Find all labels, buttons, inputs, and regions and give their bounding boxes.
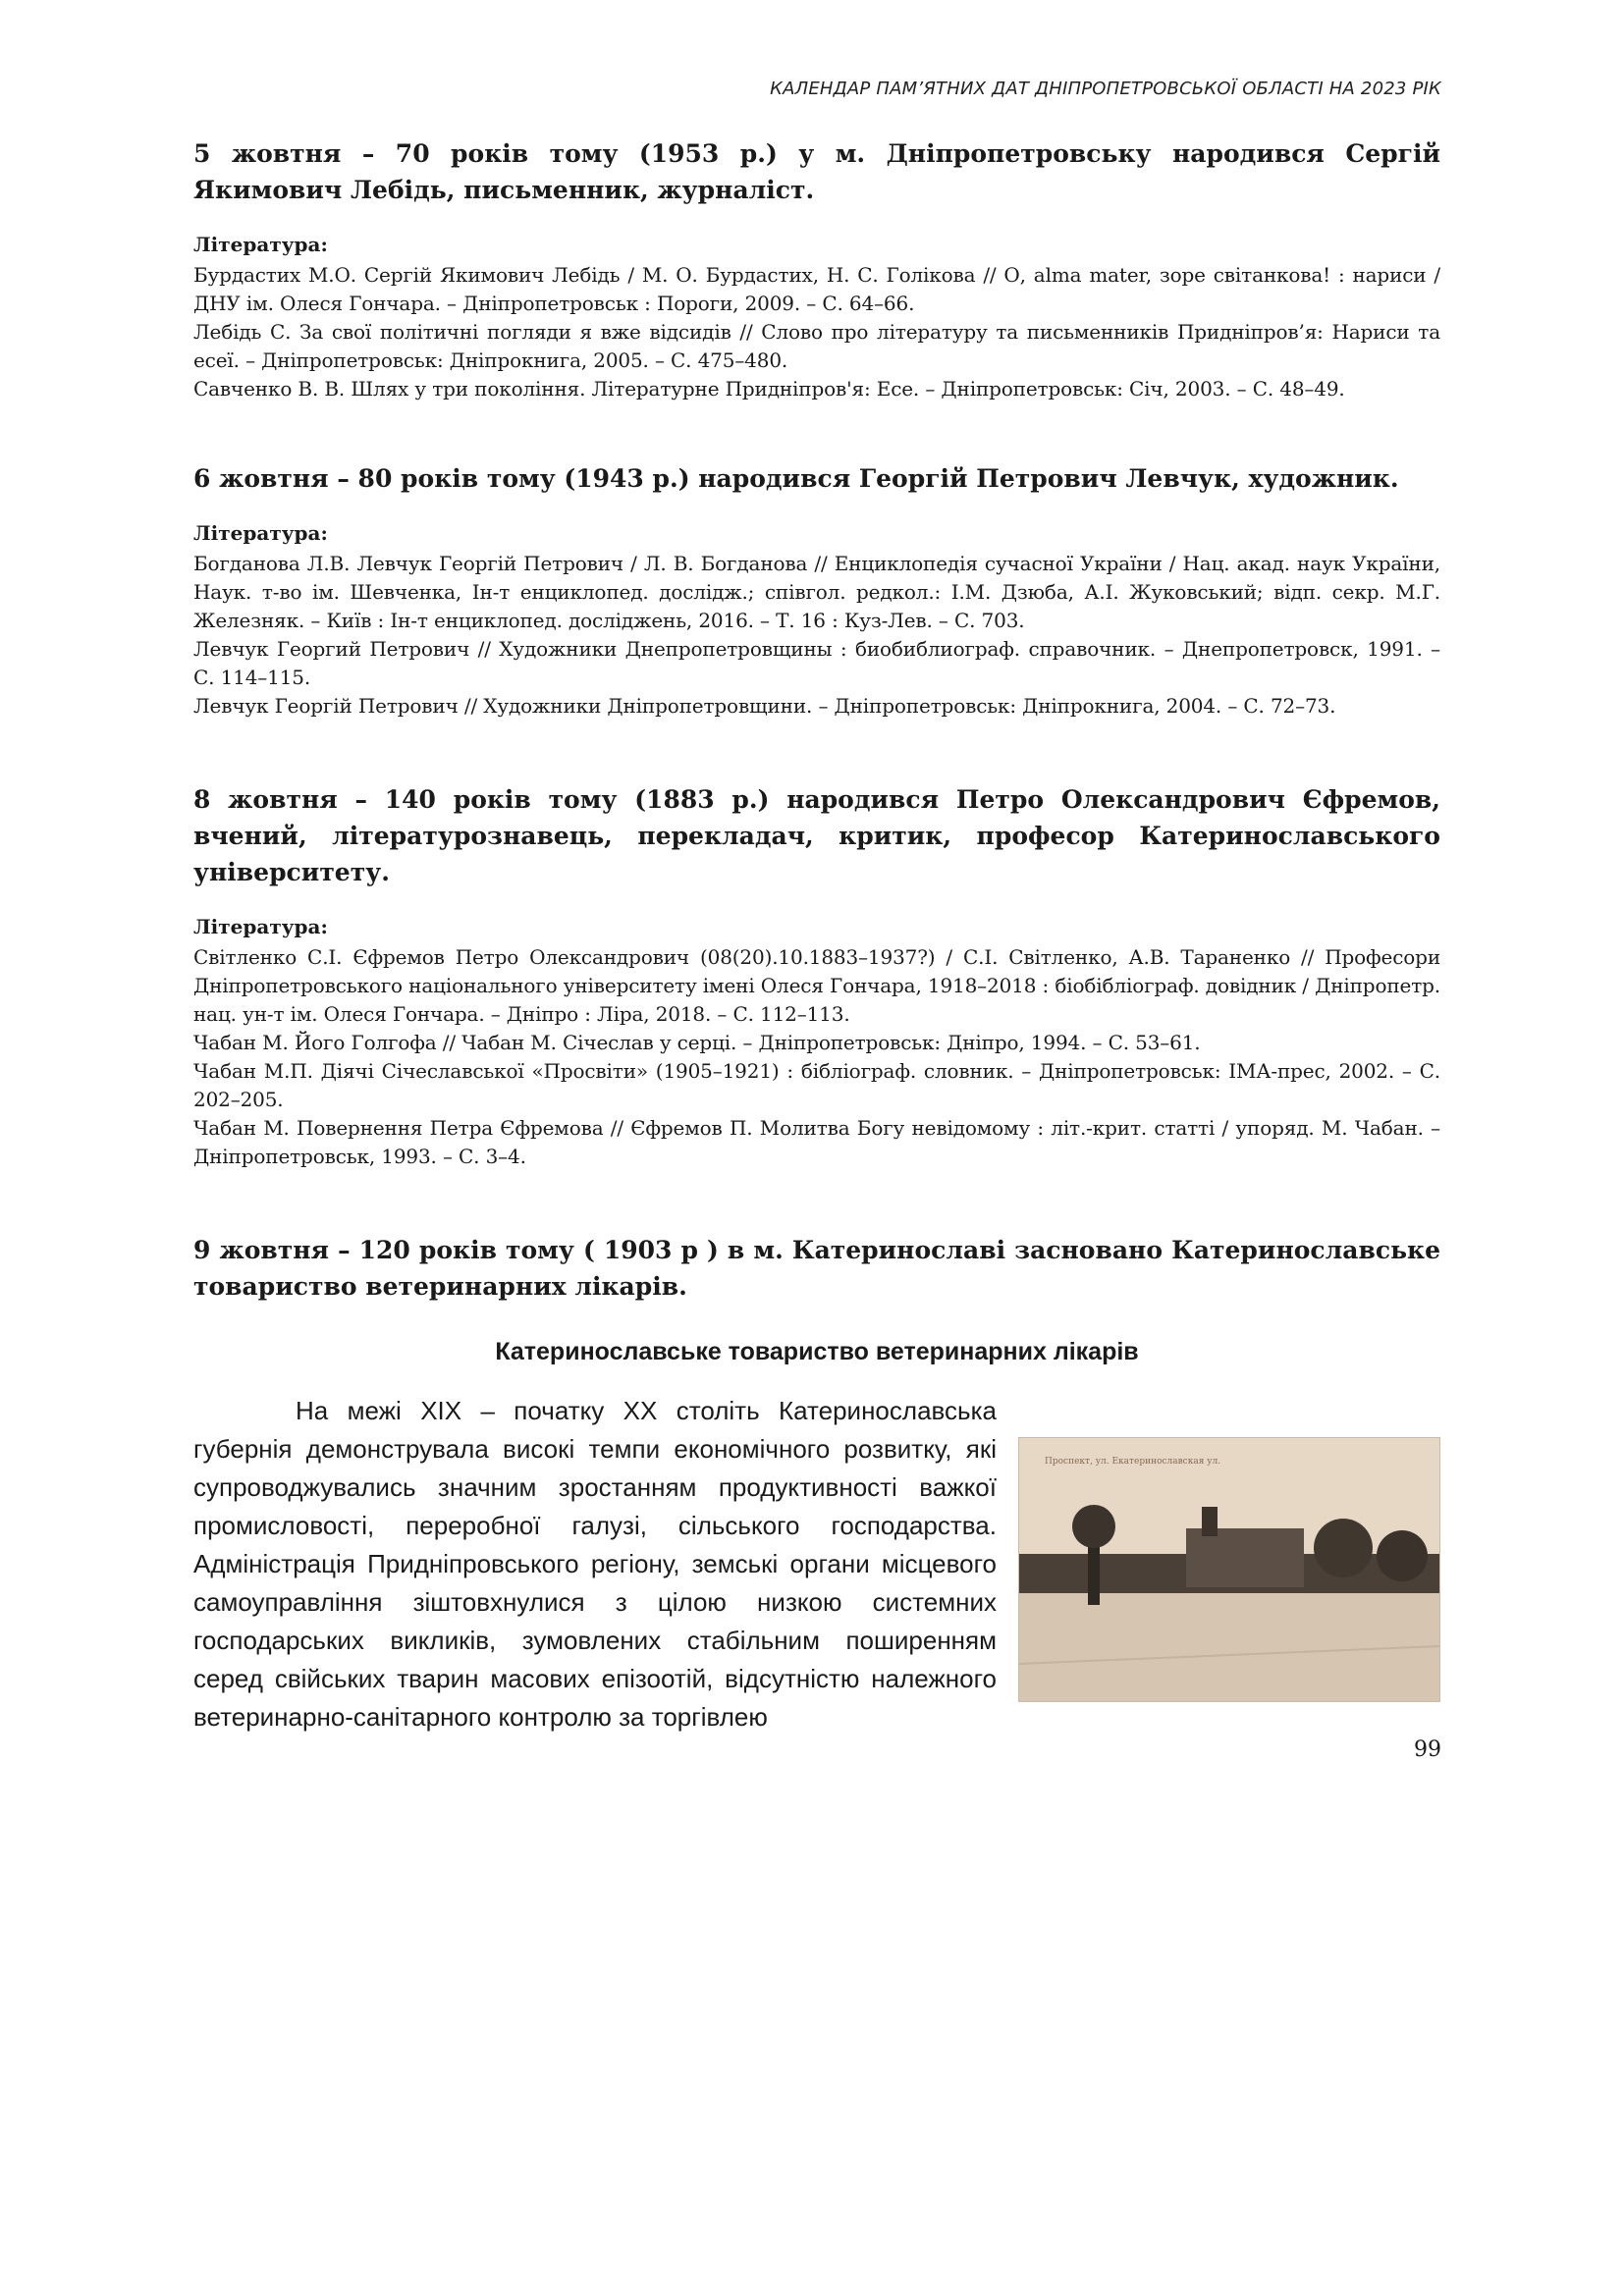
page-content bbox=[193, 135, 1440, 1736]
reference: Савченко В. В. Шлях у три покоління. Літературне Придніпров'я: Есе. – Дніпропетровськ: Січ, 2003. – С. 48–49. bbox=[193, 377, 1345, 400]
photo-caption: Проспект, ул. Екатеринославская ул. bbox=[1045, 1457, 1221, 1467]
running-header: КАЛЕНДАР ПАМ’ЯТНИХ ДАТ ДНІПРОПЕТРОВСЬКОЇ ОБЛАСТІ НА 2023 РІК bbox=[770, 79, 1441, 99]
entry-oct-6 bbox=[193, 460, 1440, 721]
literature-label: Література: bbox=[193, 233, 328, 256]
reference: Левчук Георгий Петрович // Художники Днепропетровщины : биобиблиограф. справочник. – Днепропетровск, 1991. – С. 114–115. bbox=[193, 637, 1440, 689]
reference: Богданова Л.В. Левчук Георгій Петрович / Л. В. Богданова // Енциклопедія сучасної України / Нац. акад. наук України, Наук. т-во ім. Шевченка, Ін-т енциклопед. дослідж.; співгол. редкол.: І.М. Дзюба, А.І. Жуковський; відп. секр. М.Г. Железняк. – Київ : Ін-т енциклопед. досліджень, 2016. – Т. 16 : Куз-Лев. – С. 703. bbox=[193, 552, 1440, 632]
article-body bbox=[193, 1392, 1440, 1736]
reference: Лебідь С. За свої політичні погляди я вже відсидів // Слово про літературу та письменників Придніпров’я: Нариси та есеї. – Дніпропетровськ: Дніпрокнига, 2005. – С. 475–480. bbox=[193, 320, 1440, 372]
entry-title: 8 жовтня – 140 років тому (1883 р.) народився Петро Олександрович Єфремов, вчений, літературознавець, перекладач, критик, професор Катеринославського університету. bbox=[193, 785, 1440, 886]
article-paragraph: На межі XIX – початку XX століть Катеринославська губернія демонструвала високі темпи економічного розвитку, які супроводжувались значним зростанням продуктивності важкої промисловості, переробної галузі, сільського господарства. Адміністрація Придніпровського регіону, земські органи місцевого самоуправління зіштовхнулися з цілою низкою системних господарських викликів, зумовлених стабільним поширенням серед свійських тварин масових епізоотій, відсутністю належного ветеринарно-санітарного контролю за торгівлею bbox=[193, 1396, 997, 1732]
reference: Чабан М. Повернення Петра Єфремова // Єфремов П. Молитва Богу невідомому : літ.-крит. статті / упоряд. М. Чабан. – Дніпропетровськ, 1993. – С. 3–4. bbox=[193, 1116, 1440, 1168]
entry-oct-5 bbox=[193, 135, 1440, 403]
entry-title: 5 жовтня – 70 років тому (1953 р.) у м. Дніпропетровську народився Сергій Якимович Лебідь, письменник, журналіст. bbox=[193, 139, 1440, 204]
entry-title: 6 жовтня – 80 років тому (1943 р.) народився Георгій Петрович Левчук, художник. bbox=[193, 464, 1399, 493]
reference: Чабан М.П. Діячі Січеславської «Просвіти» (1905–1921) : бібліограф. словник. – Дніпропетровськ: ІМА-прес, 2002. – С. 202–205. bbox=[193, 1059, 1440, 1111]
reference: Чабан М. Його Голгофа // Чабан М. Січеслав у серці. – Дніпропетровськ: Дніпро, 1994. – С. 53–61. bbox=[193, 1031, 1201, 1054]
reference: Бурдастих М.О. Сергій Якимович Лебідь / М. О. Бурдастих, Н. С. Голікова // О, alma mater, зоре світанкова! : нариси / ДНУ ім. Олеся Гончара. – Дніпропетровськ : Пороги, 2009. – С. 64–66. bbox=[193, 263, 1440, 315]
reference: Світленко С.І. Єфремов Петро Олександрович (08(20).10.1883–1937?) / С.І. Світленко, А.В. Тараненко // Професори Дніпропетровського національного університету імені Олеся Гончара, 1918–2018 : біобібліограф. довідник / Дніпропетр. нац. ун-т ім. Олеся Гончара. – Дніпро : Ліра, 2018. – С. 112–113. bbox=[193, 945, 1440, 1026]
page-number: 99 bbox=[1414, 1737, 1441, 1762]
article-heading: Катеринославське товариство ветеринарних лікарів bbox=[495, 1338, 1139, 1365]
reference: Левчук Георгій Петрович // Художники Дніпропетровщини. – Дніпропетровськ: Дніпрокнига, 2004. – С. 72–73. bbox=[193, 694, 1336, 718]
literature-label: Література: bbox=[193, 915, 328, 938]
entry-oct-8 bbox=[193, 781, 1440, 1171]
literature-label: Література: bbox=[193, 521, 328, 545]
historic-photo bbox=[1018, 1437, 1440, 1702]
photo-illustration bbox=[1019, 1438, 1439, 1701]
entry-oct-9 bbox=[193, 1232, 1440, 1305]
entry-title: 9 жовтня – 120 років тому ( 1903 р ) в м. Катеринославі засновано Катеринославське товариство ветеринарних лікарів. bbox=[193, 1236, 1440, 1301]
